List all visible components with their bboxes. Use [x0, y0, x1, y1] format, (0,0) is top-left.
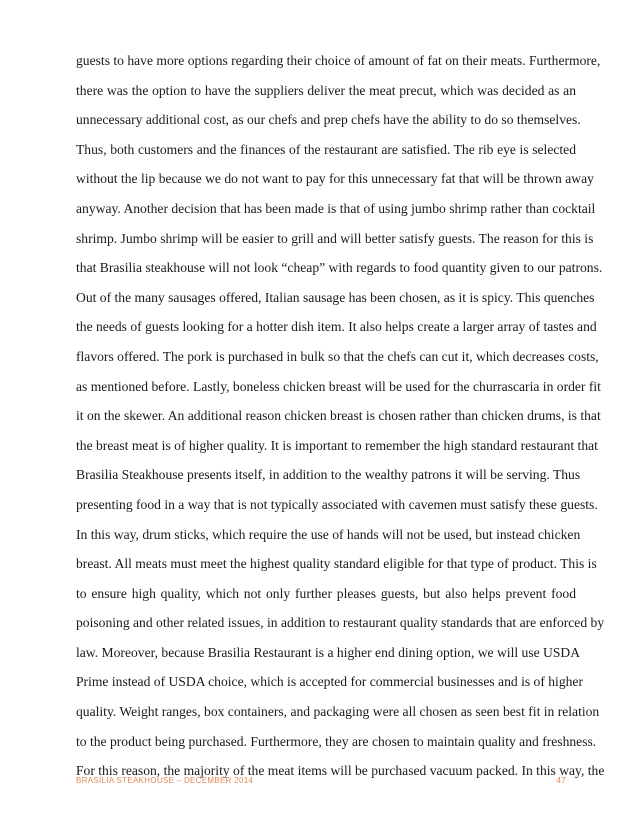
text-line: poisoning and other related issues, in addition to restaurant quality standards that are enforced by: [76, 615, 605, 631]
text-line: breast. All meats must meet the highest quality standard eligible for that type of product. This is: [76, 556, 597, 572]
text-line: to the product being purchased. Furthermore, they are chosen to maintain quality and freshness.: [76, 733, 597, 749]
text-line: it on the skewer. An additional reason chicken breast is chosen rather than chicken drums, is that: [76, 408, 601, 424]
body-paragraph: [76, 53, 605, 793]
text-line: there was the option to have the suppliers deliver the meat precut, which was decided as an: [76, 82, 576, 98]
text-line: shrimp. Jumbo shrimp will be easier to grill and will better satisfy guests. The reason for this is: [76, 230, 594, 246]
text-line: without the lip because we do not want to pay for this unnecessary fat that will be thrown away: [76, 171, 594, 187]
text-line: as mentioned before. Lastly, boneless chicken breast will be used for the churrascaria in order fit: [76, 378, 601, 394]
footer-title: BRASİLIA STEAKHOUSE – DECEMBER 2014: [76, 776, 254, 785]
text-line: quality. Weight ranges, box containers, and packaging were all chosen as seen best fit in relation: [76, 704, 600, 720]
text-line: presenting food in a way that is not typically associated with cavemen must satisfy these guests.: [76, 496, 598, 512]
text-line: Thus, both customers and the finances of the restaurant are satisfied. The rib eye is selected: [76, 141, 576, 157]
text-line: For this reason, the majority of the meat items will be purchased vacuum packed. In this way, the: [76, 763, 605, 779]
text-line: to ensure high quality, which not only further pleases guests, but also helps prevent food: [76, 585, 576, 601]
text-line: guests to have more options regarding their choice of amount of fat on their meats. Furthermore,: [76, 53, 601, 68]
text-line: anyway. Another decision that has been made is that of using jumbo shrimp rather than cocktail: [76, 200, 596, 216]
text-line: flavors offered. The pork is purchased in bulk so that the chefs can cut it, which decreases costs,: [76, 348, 599, 364]
text-line: that Brasilia steakhouse will not look “cheap” with regards to food quantity given to our patrons.: [76, 260, 603, 276]
text-line: law. Moreover, because Brasilia Restaurant is a higher end dining option, we will use USDA: [76, 644, 581, 660]
text-line: Out of the many sausages offered, Italian sausage has been chosen, as it is spicy. This quenches: [76, 289, 595, 305]
text-line: the breast meat is of higher quality. It is important to remember the high standard restaurant that: [76, 437, 598, 453]
text-line: Prime instead of USDA choice, which is accepted for commercial businesses and is of higher: [76, 674, 583, 690]
text-line: unnecessary additional cost, as our chefs and prep chefs have the ability to do so themselves.: [76, 112, 581, 128]
text-line: Brasilia Steakhouse presents itself, in addition to the wealthy patrons it will be serving. Thus: [76, 467, 581, 483]
page-number: 47: [556, 776, 566, 785]
text-line: In this way, drum sticks, which require the use of hands will not be used, but instead chicken: [76, 526, 581, 542]
text-line: the needs of guests looking for a hotter dish item. It also helps create a larger array of tastes and: [76, 319, 597, 335]
